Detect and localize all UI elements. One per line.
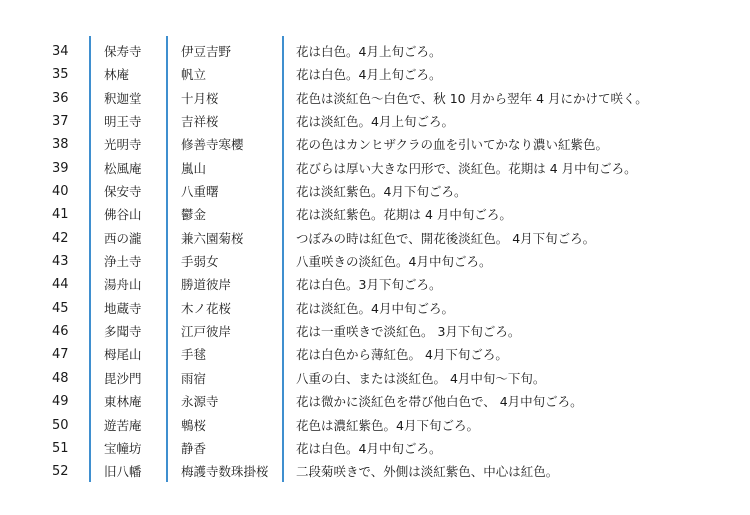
cherry-variety-name: 永源寺 <box>181 394 219 410</box>
cherry-variety-name: 八重曙 <box>181 184 219 200</box>
table-row <box>0 414 750 437</box>
temple-name: 浄土寺 <box>104 254 142 270</box>
table-row <box>0 343 750 366</box>
temple-name: 光明寺 <box>104 137 142 153</box>
table-row <box>0 460 750 483</box>
flower-description: 花びらは厚い大きな円形で、淡紅色。花期は 4 月中旬ごろ。 <box>296 160 637 176</box>
temple-name: 旧八幡 <box>104 464 142 480</box>
flower-description: 二段菊咲きで、外側は淡紅紫色、中心は紅色。 <box>296 464 559 480</box>
cherry-variety-name: 修善寺寒櫻 <box>181 137 244 153</box>
row-number: 48 <box>52 370 69 386</box>
cherry-variety-name: 帆立 <box>181 67 207 83</box>
row-number: 47 <box>52 347 69 363</box>
flower-description: 花の色はカンヒザクラの血を引いてかなり濃い紅紫色。 <box>296 137 609 153</box>
cherry-variety-name: 梅護寺数珠掛桜 <box>181 464 269 480</box>
table-row <box>0 320 750 343</box>
cherry-variety-name: 十月桜 <box>181 90 219 106</box>
table-row <box>0 110 750 133</box>
flower-description: 花は淡紅紫色。4月下旬ごろ。 <box>296 184 467 200</box>
temple-name: 佛谷山 <box>104 207 142 223</box>
flower-description: 花は白色。4月中旬ごろ。 <box>296 440 442 456</box>
row-number: 41 <box>52 207 69 223</box>
cherry-variety-name: 勝道彼岸 <box>181 277 232 293</box>
table-row <box>0 87 750 110</box>
cherry-blossom-table <box>0 40 750 484</box>
temple-name: 西の瀧 <box>104 230 142 246</box>
row-number: 49 <box>52 394 69 410</box>
cherry-variety-name: 伊豆吉野 <box>181 44 232 59</box>
temple-name: 宝幢坊 <box>104 440 142 456</box>
cherry-variety-name: 江戸彼岸 <box>181 324 232 340</box>
flower-description: つぼみの時は紅色で、開花後淡紅色。 4月下旬ごろ。 <box>296 230 596 246</box>
flower-description: 花は白色。4月上旬ごろ。 <box>296 44 442 59</box>
table-row <box>0 40 750 63</box>
flower-description: 花は白色。4月上旬ごろ。 <box>296 67 442 83</box>
table-row <box>0 180 750 203</box>
cherry-variety-name: 雨宿 <box>181 370 207 386</box>
cherry-variety-name: 静香 <box>181 440 207 456</box>
table-row <box>0 273 750 296</box>
table-row <box>0 227 750 250</box>
temple-name: 遊苦庵 <box>104 417 142 433</box>
flower-description: 八重の白、または淡紅色。 4月中旬〜下旬。 <box>296 370 546 386</box>
row-number: 39 <box>52 160 69 176</box>
table-row <box>0 367 750 390</box>
column-divider-temple <box>166 36 168 482</box>
temple-name: 東林庵 <box>104 394 142 410</box>
table-row <box>0 390 750 413</box>
temple-name: 栂尾山 <box>104 347 142 363</box>
row-number: 40 <box>52 184 69 200</box>
column-divider-number <box>89 36 91 482</box>
temple-name: 明王寺 <box>104 114 142 130</box>
row-number: 44 <box>52 277 69 293</box>
flower-description: 花は白色。3月下旬ごろ。 <box>296 277 442 293</box>
row-number: 45 <box>52 300 69 316</box>
flower-description: 花は微かに淡紅色を帯び他白色で、 4月中旬ごろ。 <box>296 394 583 410</box>
temple-name: 地蔵寺 <box>104 300 142 316</box>
row-number: 35 <box>52 67 69 83</box>
flower-description: 花は一重咲きで淡紅色。 3月下旬ごろ。 <box>296 324 521 340</box>
table-row <box>0 297 750 320</box>
temple-name: 林庵 <box>104 67 130 83</box>
table-row <box>0 437 750 460</box>
temple-name: 釈迦堂 <box>104 90 142 106</box>
temple-name: 多聞寺 <box>104 324 142 340</box>
column-divider-name <box>282 36 284 482</box>
temple-name: 保安寺 <box>104 184 142 200</box>
flower-description: 花色は濃紅紫色。4月下旬ごろ。 <box>296 417 479 433</box>
flower-description: 花は淡紅色。4月上旬ごろ。 <box>296 114 454 130</box>
temple-name: 湯舟山 <box>104 277 142 293</box>
flower-description: 八重咲きの淡紅色。4月中旬ごろ。 <box>296 254 492 270</box>
flower-description: 花は淡紅紫色。花期は 4 月中旬ごろ。 <box>296 207 512 223</box>
cherry-variety-name: 手毬 <box>181 347 207 363</box>
table-row <box>0 250 750 273</box>
cherry-variety-name: 木ノ花桜 <box>181 300 232 316</box>
row-number: 34 <box>52 44 69 59</box>
temple-name: 保寿寺 <box>104 44 142 59</box>
table-row <box>0 203 750 226</box>
flower-description: 花色は淡紅色〜白色で、秋 10 月から翌年 4 月にかけて咲く。 <box>296 90 648 106</box>
row-number: 46 <box>52 324 69 340</box>
flower-description: 花は白色から薄紅色。 4月下旬ごろ。 <box>296 347 508 363</box>
row-number: 43 <box>52 254 69 270</box>
cherry-variety-name: 嵐山 <box>181 160 207 176</box>
table-row <box>0 157 750 180</box>
temple-name: 松風庵 <box>104 160 142 176</box>
row-number: 42 <box>52 230 69 246</box>
row-number: 37 <box>52 114 69 130</box>
cherry-variety-name: 手弱女 <box>181 254 219 270</box>
table-row <box>0 63 750 86</box>
table-row <box>0 133 750 156</box>
row-number: 38 <box>52 137 69 153</box>
row-number: 52 <box>52 464 69 480</box>
row-number: 51 <box>52 440 69 456</box>
cherry-variety-name: 鬱金 <box>181 207 207 223</box>
temple-name: 毘沙門 <box>104 370 142 386</box>
cherry-variety-name: 吉祥桜 <box>181 114 219 130</box>
row-number: 36 <box>52 90 69 106</box>
cherry-variety-name: 鵯桜 <box>181 417 207 433</box>
cherry-variety-name: 兼六園菊桜 <box>181 230 244 246</box>
flower-description: 花は淡紅色。4月中旬ごろ。 <box>296 300 454 316</box>
row-number: 50 <box>52 417 69 433</box>
